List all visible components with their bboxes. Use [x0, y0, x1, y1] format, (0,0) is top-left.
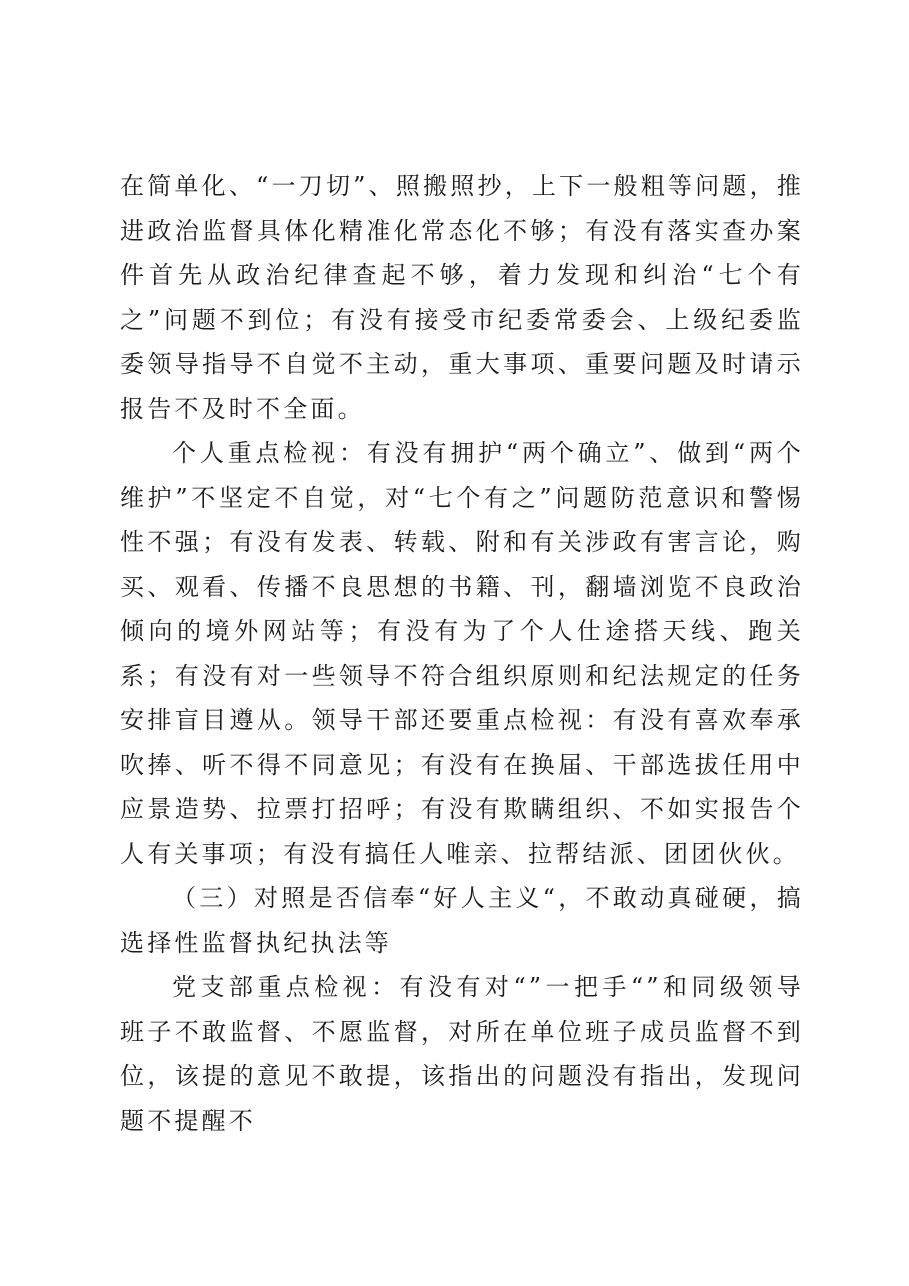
paragraph-personal-review: 个人重点检视：有没有拥护“两个确立”、做到“两个维护”不坚定不自觉，对“七个有之”问题防范意识和警惕性不强；有没有发表、转载、附和有关涉政有害言论，购买、观看、传播不良思想的书籍、刊，翻墙浏览不良政治倾向的境外网站等；有没有为了个人仕途搭天线、跑关系；有没有对一些领导不符合组织原则和纪法规定的任务安排盲目遵从。领导干部还要重点检视：有没有喜欢奉承吹捧、听不得不同意见；有没有在换届、干部选拔任用中应景造势、拉票打招呼；有没有欺瞒组织、不如实报告个人有关事项；有没有搞任人唯亲、拉帮结派、团团伙伙。	[120, 439, 804, 868]
document-body	[120, 164, 804, 1143]
paragraph-continuation: 在简单化、“一刀切”、照搬照抄，上下一般粗等问题，推进政治监督具体化精准化常态化不够；有没有落实查办案件首先从政治纪律查起不够，着力发现和纠治“七个有之”问题不到位；有没有接受市纪委常委会、上级纪委监委领导指导不自觉不主动，重大事项、重要问题及时请示报告不及时不全面。	[120, 172, 804, 423]
section-heading-3: （三）对照是否信奉“好人主义“，不敢动真碰硬，搞选择性监督执纪执法等	[120, 884, 804, 957]
paragraph-party-branch-review: 党支部重点检视：有没有对“”一把手“”和同级领导班子不敢监督、不愿监督，对所在单位班子成员监督不到位，该提的意见不敢提，该指出的问题没有指出，发现问题不提醒不	[120, 973, 804, 1135]
